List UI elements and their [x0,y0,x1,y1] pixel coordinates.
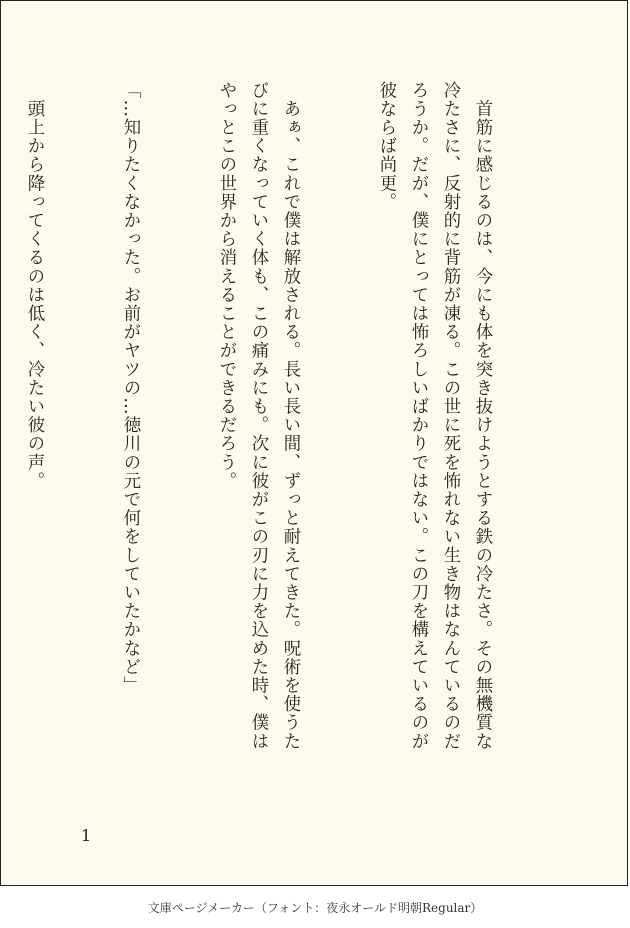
paragraph-3: 「…知りたくなかった。お前がヤツの…徳川の元で何をしていたかなど」 [120,81,140,695]
paragraph-1: 首筋に感じるのは、今にも体を突き抜けようとする鉄の冷たさ。その無機質な 冷たさに、反射的に背筋が凍る。この世に死を怖れない生き物はなんているのだ ろうか。だが、僕にとっては怖ろしいばかりではない。この刀を構えているのが 彼ならば尚更。 [376,81,492,751]
paragraph-4: 頭上から降ってくるのは低く、冷たい彼の声。 [24,81,44,491]
page-number: 1 [81,826,92,845]
vertical-text-body [0,81,562,801]
paragraph-2: あぁ、これで僕は解放される。長い長い間、ずっと耐えてきた。呪術を使うた びに重くなっていく体も、この痛みにも。次に彼がこの刃に力を込めた時、僕は やっとこの世界から消えることができるだろう。 [216,81,300,751]
footer-credit: 文庫ページメーカー（フォント：夜永オールド明朝Regular） [147,901,483,915]
